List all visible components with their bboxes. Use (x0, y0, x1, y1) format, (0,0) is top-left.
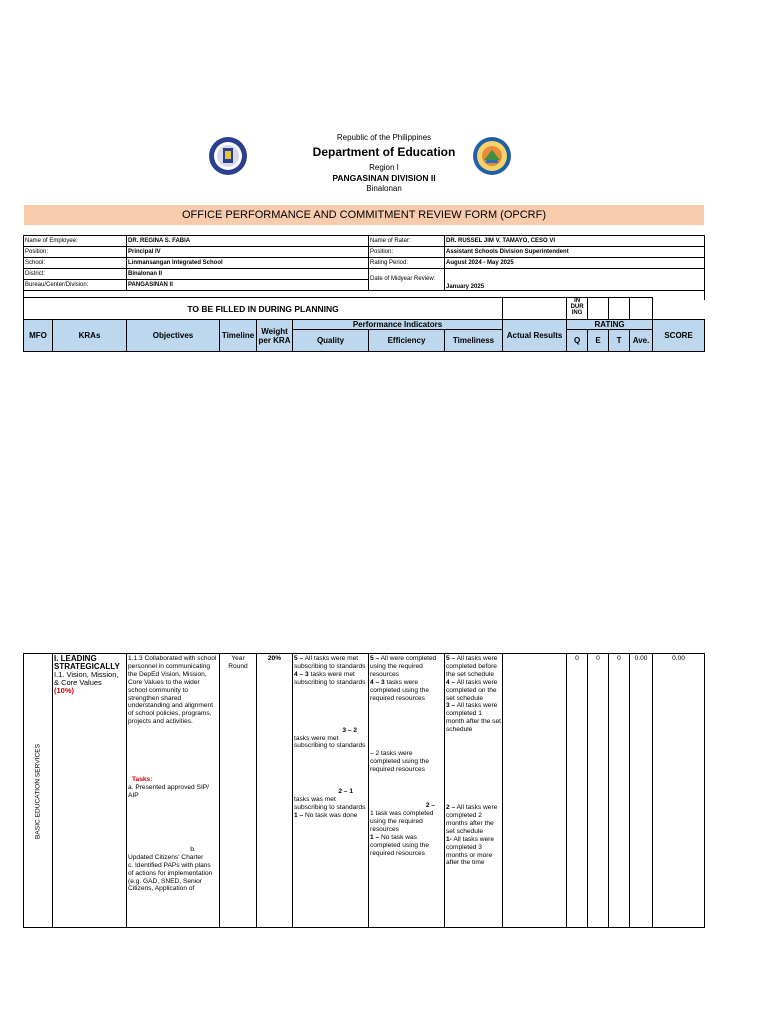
municipality-line: Binalonan (366, 184, 402, 193)
col-q: Q (567, 330, 588, 352)
quality-2-text: tasks was met subscribing to standards (294, 796, 366, 812)
quality-4-number: 4 – 3 (294, 670, 309, 678)
timeliness-2-number: 2 – (446, 804, 456, 812)
school-value: Linmansangan Integrated School (127, 258, 369, 269)
quality-cell (293, 654, 369, 928)
timeliness-1-text: All tasks were completed 3 months or more after the time (446, 835, 495, 867)
task-b-marker: b. (190, 845, 196, 853)
q-value: 0 (575, 655, 579, 662)
col-quality: Quality (293, 330, 369, 352)
col-score: SCORE (653, 320, 705, 352)
planning-label: TO BE FILLED IN DURING PLANNING (24, 298, 503, 320)
employee-value: DR. REGINA S. FABIA (127, 236, 369, 247)
score-cell (653, 654, 705, 928)
weight-value: 20% (267, 655, 282, 662)
quality-1-text: No task was done (305, 812, 358, 820)
employee-label: Name of Employee: (24, 236, 127, 247)
planning-header-table (23, 297, 705, 352)
task-c: c. Identified PAPs with plans of actions for implementation (e.g. GAD, SNED, Senior Citizens, Application of (128, 861, 213, 893)
blank-cell (588, 298, 609, 320)
employee-info-table (23, 235, 705, 300)
bureau-label: Bureau/Center/Division: (24, 280, 127, 291)
bureau-value: PANGASINAN II (127, 280, 369, 291)
position-value: Principal IV (127, 247, 369, 258)
q-cell (567, 654, 588, 928)
rater-label: Name of Rater: (369, 236, 445, 247)
quality-3-number: 3 – 2 (342, 726, 357, 734)
col-timeline: Timeline (220, 320, 257, 352)
e-value: 0 (596, 655, 600, 662)
task-a: a. Presented approved SIP/ AIP (128, 784, 210, 799)
score-value: 0.00 (672, 655, 685, 662)
quality-5-number: 5 – (294, 655, 304, 662)
timeliness-4-text: All tasks were completed on the set schedule (446, 678, 498, 702)
rating-header: RATING (567, 320, 653, 330)
timeliness-5-number: 5 – (446, 655, 456, 662)
quality-4-text: tasks were met subscribing to standards (294, 670, 366, 686)
efficiency-1-number: 1 – (370, 833, 380, 841)
kra-cell (53, 654, 127, 928)
midyear-label: Date of Midyear Review: (369, 269, 445, 291)
district-value: Binalonan II (127, 269, 369, 280)
efficiency-5-text: All were completed using the required resources (370, 655, 437, 678)
mfo-text: BASIC EDUCATION SERVICES (34, 742, 42, 839)
col-efficiency: Efficiency (369, 330, 445, 352)
republic-line: Republic of the Philippines (336, 133, 432, 142)
task-b: Updated Citizens' Charter (128, 853, 204, 861)
efficiency-4-number: 4 – 3 (370, 678, 385, 686)
col-weight: Weight per KRA (257, 320, 293, 352)
col-mfo: MFO (24, 320, 53, 352)
mfo-cell (24, 654, 53, 928)
col-timeliness: Timeliness (445, 330, 503, 352)
blank-cell (609, 298, 630, 320)
col-ave: Ave. (630, 330, 653, 352)
kra-title: I. LEADING STRATEGICALLY (54, 654, 120, 671)
position-label: Position: (24, 247, 127, 258)
quality-1-number: 1 – (294, 812, 304, 820)
t-value: 0 (617, 655, 621, 662)
col-kras: KRAs (53, 320, 127, 352)
kra-row-table (23, 653, 705, 928)
efficiency-1-text: No task was completed using the required resources (370, 833, 430, 857)
division-line: PANGASINAN DIVISION II (332, 173, 436, 183)
actual-results-cell (503, 654, 567, 928)
tasks-label: Tasks: (132, 776, 153, 784)
department-title: Department of Education (312, 145, 456, 159)
form-title-banner: OFFICE PERFORMANCE AND COMMITMENT REVIEW FORM (OPCRF) (24, 205, 704, 225)
blank-cell (653, 298, 705, 320)
ave-value: 0.00 (634, 655, 648, 662)
timeliness-1-number: 1- (446, 835, 452, 843)
quality-5-text: All tasks were met subscribing to standards (294, 655, 366, 670)
ave-cell (630, 654, 653, 928)
objective-cell (127, 654, 220, 928)
efficiency-2-number: 2 – (425, 802, 435, 810)
district-label: District: (24, 269, 127, 280)
kra-sub: I.1. Vision, Mission, & Core Values (54, 670, 119, 687)
performance-indicators-header: Performance Indicators (293, 320, 503, 330)
efficiency-5-number: 5 – (370, 655, 380, 662)
col-t: T (609, 330, 630, 352)
rater-value: DR. RUSSEL JIM V. TAMAYO, CESO VI (445, 236, 705, 247)
weight-cell (257, 654, 293, 928)
timeline-value: Year Round (228, 655, 248, 670)
region-line: Region I (369, 163, 399, 172)
blank-cell (630, 298, 653, 320)
timeliness-3-number: 3 – (446, 702, 456, 710)
rater-position-label: Position: (369, 247, 445, 258)
t-cell (609, 654, 630, 928)
timeliness-3-text: All tasks were completed 1 month after the set schedule (446, 702, 501, 734)
timeliness-5-text: All tasks were completed before the set schedule (446, 655, 498, 678)
efficiency-3-text: – 2 tasks were completed using the required resources (370, 750, 430, 774)
rating-period-value: August 2024 - May 2025 (445, 258, 705, 269)
e-cell (588, 654, 609, 928)
quality-2-number: 2 – 1 (338, 788, 353, 796)
timeliness-2-text: All tasks were completed 2 months after the set schedule (446, 804, 498, 835)
rater-position-value: Assistant Schools Division Superintendent (445, 247, 705, 258)
timeliness-4-number: 4 – (446, 678, 456, 686)
efficiency-2-text: 1 task was completed using the required resources (370, 810, 434, 833)
efficiency-cell (369, 654, 445, 928)
blank-cell (503, 298, 567, 320)
midyear-value: January 2025 (445, 269, 705, 291)
quality-3-text: tasks were met subscribing to standards (294, 734, 366, 750)
efficiency-4-text: tasks were completed using the required resources (370, 678, 430, 702)
school-label: School: (24, 258, 127, 269)
rating-period-label: Rating Period: (369, 258, 445, 269)
objective-text: 1.1.3 Collaborated with school personnel in communicating the DepEd Vision, Mission, Core Values to the wider school community to strengthen shared understanding and alignment of school policies, programs, projects and activities. (128, 655, 217, 726)
col-actual-results: Actual Results (503, 320, 567, 352)
timeline-cell (220, 654, 257, 928)
kra-percent: (10%) (54, 686, 75, 695)
review-label: IN DUR ING (567, 298, 588, 320)
timeliness-cell (445, 654, 503, 928)
col-e: E (588, 330, 609, 352)
col-objectives: Objectives (127, 320, 220, 352)
